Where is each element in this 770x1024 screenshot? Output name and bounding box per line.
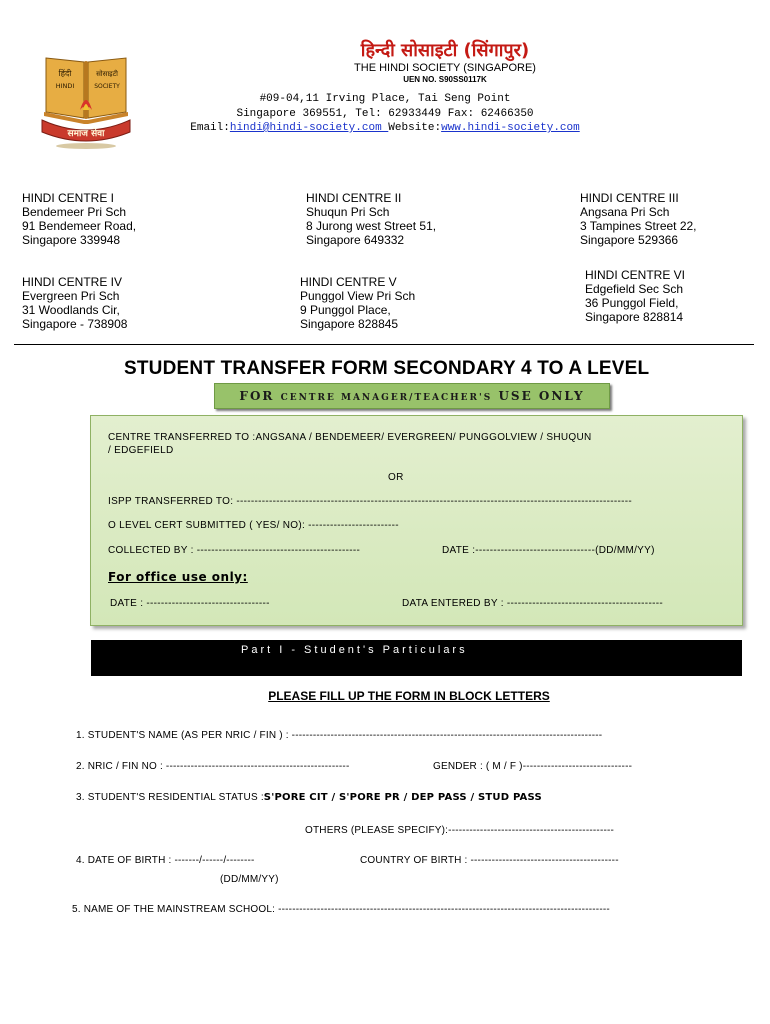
block-letters-instruction: PLEASE FILL UP THE FORM IN BLOCK LETTERS: [268, 689, 550, 703]
centre-name: HINDI CENTRE I: [22, 191, 115, 205]
office-use-title: For office use only:: [108, 570, 248, 584]
mainstream-school-field[interactable]: 5. NAME OF THE MAINSTREAM SCHOOL: ----------------------------------------------------------------------------------------------: [72, 904, 610, 915]
centre-line: 91 Bendemeer Road,: [22, 219, 137, 233]
hindi-society-title: हिन्दी सोसाइटी (सिंगापुर): [360, 40, 530, 61]
gender-field[interactable]: GENDER : ( M / F )-------------------------------: [433, 761, 633, 772]
centre-line: Singapore 828814: [585, 310, 684, 324]
use-only-role: CENTRE MANAGER/TEACHER'S: [280, 393, 493, 403]
centre-line: Punggol View Pri Sch: [300, 289, 416, 303]
header-divider: [14, 344, 754, 345]
logo-right-text-1: सोसाइटी: [96, 70, 118, 78]
part-one-header: [91, 640, 742, 676]
centre-name: HINDI CENTRE II: [306, 191, 402, 205]
ispp-transferred-field[interactable]: ISPP TRANSFERRED TO: -------------------------------------------------------------------------------------------------------------: [108, 496, 633, 507]
logo-right-text-2: SOCIETY: [94, 83, 120, 90]
use-only-for: FOR: [239, 389, 275, 403]
centre-line: Singapore 649332: [306, 233, 405, 247]
logo-left-text-2: HINDI: [55, 82, 75, 90]
centre-line: Bendemeer Pri Sch: [22, 205, 127, 219]
contact-line: [0, 122, 770, 134]
centre-name: HINDI CENTRE IV: [22, 275, 123, 289]
office-date-field[interactable]: DATE : ----------------------------------: [110, 598, 270, 609]
o-level-cert-field[interactable]: O LEVEL CERT SUBMITTED ( YES/ NO): -------------------------: [108, 520, 399, 531]
centre-line: 31 Woodlands Cir,: [22, 303, 120, 317]
collected-by-field[interactable]: COLLECTED BY : ---------------------------------------------: [108, 545, 361, 556]
centre-6: [585, 268, 685, 324]
centre-transferred-options: ANGSANA / BENDEMEER/ EVERGREEN/ PUNGGOLVIEW / SHUQUN: [255, 432, 592, 443]
student-name-field[interactable]: 1. STUDENT'S NAME (AS PER NRIC / FIN ) : ----------------------------------------------------------------------------------------: [76, 730, 603, 741]
centre-name: HINDI CENTRE VI: [585, 268, 686, 282]
centre-line: Evergreen Pri Sch: [22, 289, 120, 303]
date-of-birth-field[interactable]: 4. DATE OF BIRTH : -------/------/--------: [76, 855, 255, 866]
centre-line: Singapore 828845: [300, 317, 399, 331]
website-label: Website:: [388, 122, 442, 134]
centre-line: 8 Jurong west Street 51,: [306, 219, 437, 233]
centre-name: HINDI CENTRE V: [300, 275, 397, 289]
residential-status-field[interactable]: [76, 792, 542, 803]
logo-left-text-1: हिंदी: [58, 69, 72, 78]
centre-transferred-field[interactable]: [108, 432, 592, 443]
centre-5: [300, 275, 415, 331]
centre-line: Singapore 529366: [580, 233, 679, 247]
centre-name: HINDI CENTRE III: [580, 191, 679, 205]
centre-transferred-options-2: / EDGEFIELD: [108, 445, 174, 456]
nric-field[interactable]: 2. NRIC / FIN NO : ----------------------------------------------------: [76, 761, 350, 772]
staff-use-banner: [214, 383, 610, 409]
or-label: OR: [388, 472, 404, 483]
logo-motto: समाज सेवा: [67, 129, 105, 139]
others-specify-field[interactable]: OTHERS (PLEASE SPECIFY):-----------------------------------------------: [305, 825, 615, 836]
email-label: Email:: [190, 122, 230, 134]
centre-1: [22, 191, 136, 247]
centre-3: [580, 191, 697, 247]
website-link[interactable]: www.hindi-society.com: [441, 122, 580, 134]
centre-transferred-label: CENTRE TRANSFERRED TO :: [108, 432, 256, 443]
centre-line: 36 Punggol Field,: [585, 296, 679, 310]
collected-date-field[interactable]: DATE :---------------------------------(DD/MM/YY): [442, 545, 655, 556]
centre-2: [306, 191, 436, 247]
centre-line: 3 Tampines Street 22,: [580, 219, 697, 233]
centre-line: Angsana Pri Sch: [580, 205, 670, 219]
centre-line: Singapore - 738908: [22, 317, 128, 331]
dob-format-hint: (DD/MM/YY): [220, 874, 279, 885]
form-title: STUDENT TRANSFER FORM SECONDARY 4 TO A LEVEL: [124, 358, 650, 379]
residential-status-options: S'PORE CIT / S'PORE PR / DEP PASS / STUD PASS: [263, 792, 542, 803]
centre-4: [22, 275, 127, 331]
phone-line: Singapore 369551, Tel: 62933449 Fax: 62466350: [236, 108, 534, 120]
address-line: #09-04,11 Irving Place, Tai Seng Point: [259, 93, 511, 105]
data-entered-by-field[interactable]: DATA ENTERED BY : -------------------------------------------: [402, 598, 663, 609]
use-only-end: USE ONLY: [498, 389, 585, 403]
uen-number: UEN NO. S90SS0117K: [403, 75, 487, 84]
centre-line: 9 Punggol Place,: [300, 303, 391, 317]
email-link[interactable]: hindi@hindi-society.com: [229, 122, 389, 134]
part-one-title: Part I - Student's Particulars: [241, 644, 468, 656]
country-of-birth-field[interactable]: COUNTRY OF BIRTH : ------------------------------------------: [360, 855, 619, 866]
centre-line: Shuqun Pri Sch: [306, 205, 390, 219]
centre-line: Singapore 339948: [22, 233, 121, 247]
society-name: THE HINDI SOCIETY (SINGAPORE): [354, 62, 536, 74]
residential-status-label: 3. STUDENT'S RESIDENTIAL STATUS :: [76, 792, 264, 803]
centre-line: Edgefield Sec Sch: [585, 282, 684, 296]
